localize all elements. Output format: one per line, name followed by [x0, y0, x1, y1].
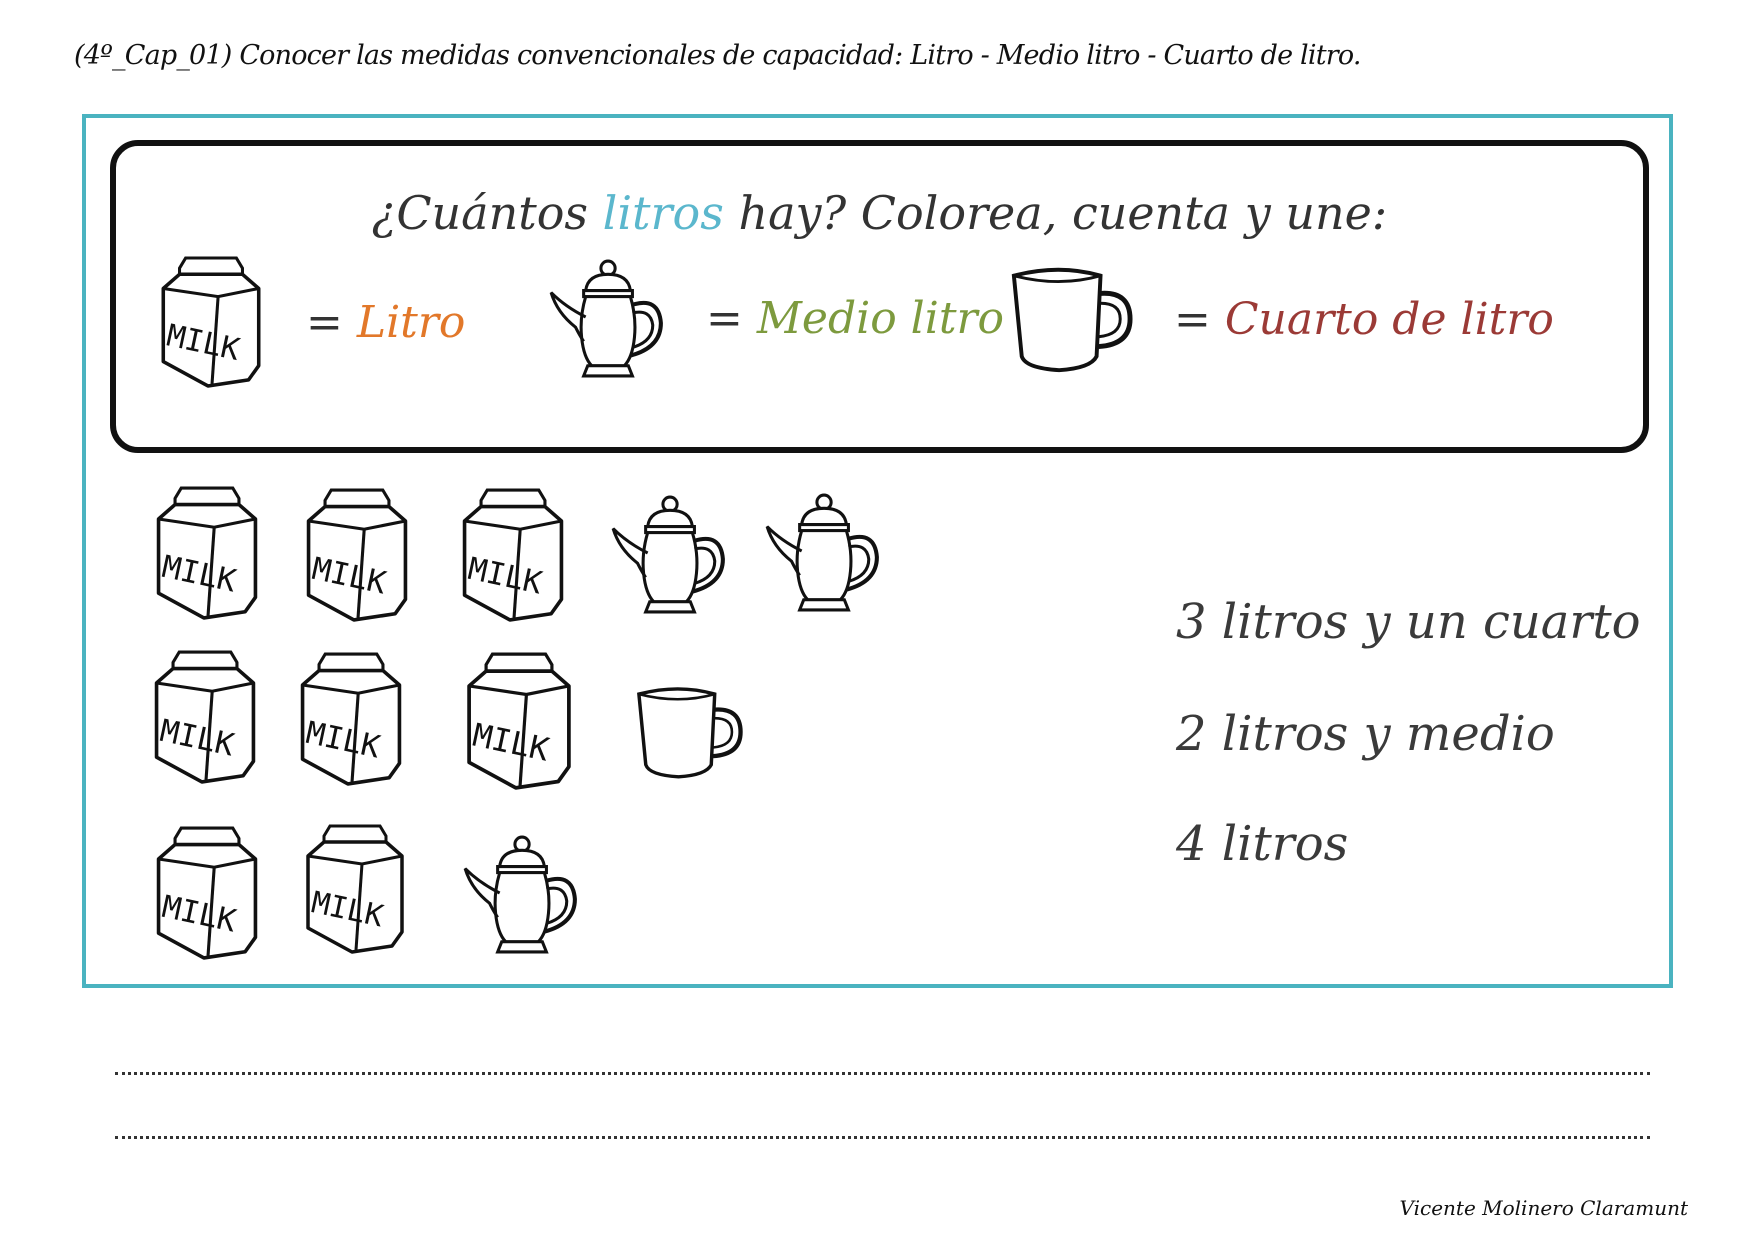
equal-sign: =: [306, 296, 343, 348]
author-credit: Vicente Molinero Claramunt: [1399, 1196, 1688, 1220]
answer-option[interactable]: 3 litros y un cuarto: [1176, 594, 1641, 650]
legend-label-cuarto-litro: = Cuarto de litro: [1174, 293, 1554, 345]
legend-label-litro: = Litro: [306, 296, 466, 348]
question-part1: ¿Cuántos: [371, 186, 603, 240]
teapot-icon[interactable]: [762, 490, 882, 614]
teapot-icon: [546, 256, 666, 380]
mug-icon[interactable]: [632, 682, 744, 782]
question-part2: hay? Colorea, cuenta y une:: [723, 186, 1388, 240]
teapot-icon[interactable]: [460, 832, 580, 956]
milk-carton-icon: [156, 256, 266, 388]
milk-carton-icon[interactable]: [458, 488, 568, 622]
mug-icon: [1006, 264, 1134, 374]
equal-sign: =: [706, 292, 743, 344]
equal-sign: =: [1174, 293, 1211, 345]
legend-item-medio-litro: [546, 256, 1004, 380]
answer-option[interactable]: 4 litros: [1176, 816, 1349, 872]
legend-box: [110, 140, 1649, 453]
milk-carton-icon[interactable]: [462, 652, 576, 790]
legend-item-litro: [156, 256, 465, 388]
writing-line[interactable]: [115, 1072, 1650, 1075]
question-highlight: litros: [602, 186, 724, 240]
milk-carton-icon[interactable]: [152, 486, 262, 620]
milk-carton-icon[interactable]: [302, 488, 412, 622]
milk-carton-icon[interactable]: [152, 826, 262, 960]
milk-carton-icon[interactable]: [296, 652, 406, 786]
teapot-icon[interactable]: [608, 492, 728, 616]
question: [116, 186, 1643, 240]
milk-carton-icon[interactable]: [302, 824, 408, 954]
writing-line[interactable]: [115, 1136, 1650, 1139]
worksheet-title: (4º_Cap_01) Conocer las medidas convencionales de capacidad: Litro - Medio litro - Cuarto de litro.: [74, 40, 1361, 71]
legend-item-cuarto-litro: [1006, 264, 1554, 374]
answer-option[interactable]: 2 litros y medio: [1176, 706, 1555, 762]
milk-carton-icon[interactable]: [150, 650, 260, 784]
legend-label-medio-litro: = Medio litro: [706, 292, 1005, 344]
